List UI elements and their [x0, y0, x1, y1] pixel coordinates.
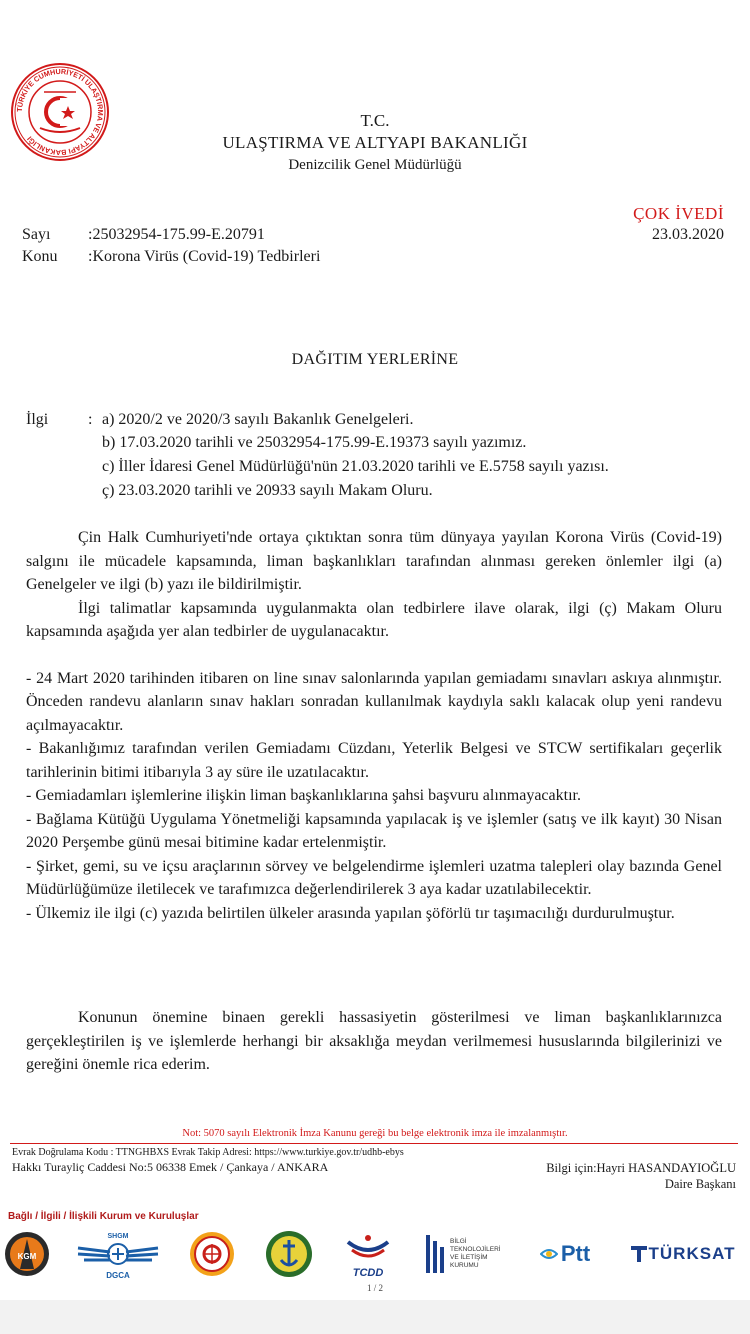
maritime-seal-logo — [188, 1228, 236, 1280]
turksat-text: TÜRKSAT — [648, 1244, 736, 1263]
letterhead — [0, 110, 750, 176]
urgency-label: ÇOK İVEDİ — [633, 204, 724, 223]
reference-colon: : — [88, 411, 93, 428]
contact-info: Bilgi için:Hayri HASANDAYIOĞLU — [546, 1161, 736, 1175]
svg-text:TÜRKİYE CUMHURİYETİ ULAŞTIRMA: TÜRKİYE CUMHURİYETİ ULAŞTIRMA VE ALTYAPI BAKANLIĞI — [14, 66, 106, 158]
ptt-logo — [528, 1228, 602, 1280]
subject-value: :Korona Virüs (Covid-19) Tedbirleri — [88, 248, 321, 265]
reference-item: a) 2020/2 ve 2020/3 sayılı Bakanlık Genelgeleri. — [102, 411, 414, 428]
closing-block — [26, 1006, 722, 1077]
measure-item: - Ülkemiz ile ilgi (c) yazıda belirtilen ülkeler arasında yapılan şöförlü tır taşımacılığı durdurulmuştur. — [26, 904, 675, 922]
btk-line: BİLGİ — [450, 1238, 467, 1245]
measure-item: - Şirket, gemi, su ve içsu araçlarının sörvey ve belgelendirme işlemleri uzatma talepleri olay bazında Genel Müdürlüğümüze iletilecek ve tarafımızca değerlendirilerek 3 aya kadar uzatılabilecektir. — [26, 857, 722, 898]
address-line: Hakkı Turayliç Caddesi No:5 06338 Emek / Çankaya / ANKARA — [12, 1160, 329, 1174]
reference-item: b) 17.03.2020 tarihli ve 25032954-175.99-E.19373 sayılı yazımız. — [102, 434, 527, 451]
reference-label: İlgi — [26, 411, 49, 428]
btk-line: TEKNOLOJİLERİ — [450, 1246, 501, 1253]
signer-title: Daire Başkanı — [664, 1177, 736, 1191]
document-date: 23.03.2020 — [652, 226, 724, 243]
number-label: Sayı — [22, 226, 51, 243]
btk-label — [450, 1238, 501, 1270]
ptt-text: Ptt — [560, 1241, 591, 1266]
shgm-text: SHGM — [107, 1233, 129, 1240]
dgca-text: DGCA — [106, 1271, 130, 1280]
kgm-logo — [4, 1228, 50, 1280]
number-value: :25032954-175.99-E.20791 — [88, 226, 265, 243]
btk-line: VE İLETİŞİM — [450, 1254, 488, 1261]
verification-line: Evrak Doğrulama Kodu : TTNGHBXS Evrak Takip Adresi: https://www.turkiye.gov.tr/udhb-ebys — [12, 1147, 404, 1158]
btk-line: KURUMU — [450, 1262, 479, 1269]
subject-row — [22, 248, 320, 266]
bottom-margin — [0, 1300, 750, 1334]
page-number: 1 / 2 — [366, 1283, 383, 1293]
turksat-logo — [622, 1228, 742, 1280]
btk-logo — [424, 1228, 514, 1280]
intro-paragraph: Çin Halk Cumhuriyeti'nde ortaya çıktıktan sonra tüm dünyaya yayılan Korona Virüs (Covid-19) salgını ile mücadele kapsamında, liman başkanlıkları tarafından alınması gereken önlemler ilgi (a) Genelgeler ve ilgi (b) yazı ile bildirilmiştir. — [26, 529, 722, 593]
related-institutions-heading: Bağlı / İlgili / İlişkili Kurum ve Kuruluşlar — [8, 1211, 199, 1222]
measure-item: - 24 Mart 2020 tarihinden itibaren on line sınav salonlarında yapılan gemiadamı sınavları askıya alınmıştır. Önceden randevu alanların sınav hakları sonradan kullanılmak kaydıyla saklı kalacak olup yeni randevu açılmayacaktır. — [26, 669, 722, 734]
reference-item: c) İller İdaresi Genel Müdürlüğü'nün 21.03.2020 tarihli ve E.5758 sayılı yazısı. — [102, 458, 609, 475]
dgca-logo — [76, 1228, 160, 1280]
measures-intro-paragraph: İlgi talimatlar kapsamında uygulanmakta olan tedbirlere ilave olarak, ilgi (ç) Makam Oluru kapsamında aşağıda yer alan tedbirler de uygulanacaktır. — [26, 599, 722, 640]
header-ministry: ULAŞTIRMA VE ALTYAPI BAKANLIĞI — [222, 133, 528, 152]
signer-block — [546, 1160, 736, 1192]
header-directorate: Denizcilik Genel Müdürlüğü — [288, 157, 462, 173]
measure-item: - Bakanlığımız tarafından verilen Gemiadamı Cüzdanı, Yeterlik Belgesi ve STCW sertifikaları geçerlik tarihlerinin bitimi itibarıyla 3 ay süre ile uzatılacaktır. — [26, 740, 722, 781]
measure-item: - Gemiadamları işlemlerine ilişkin liman başkanlıklarına şahsi başvuru alınmayacaktır. — [26, 787, 581, 804]
footer-divider — [10, 1143, 738, 1144]
tcdd-text: TCDD — [352, 1267, 384, 1279]
number-row — [22, 226, 265, 244]
measure-item: - Bağlama Kütüğü Uygulama Yönetmeliği kapsamında yapılacak iş ve işlemler (satış ve ilk kayıt) 30 Nisan 2020 Perşembe günü mesai bitimine kadar ertelenmiştir. — [26, 810, 722, 851]
distribution-heading: DAĞITIM YERLERİNE — [291, 351, 459, 368]
kgm-text: KGM — [17, 1252, 37, 1261]
e-signature-note: Not: 5070 sayılı Elektronik İmza Kanunu gereği bu belge elektronik imza ile imzalanmıştır. — [182, 1128, 568, 1139]
closing-paragraph: Konunun önemine binaen gerekli hassasiyetin gösterilmesi ve liman başkanlıklarınızca gerçekleştirilen iş ve işlemlerde herhangi bir aksaklığa meydan verilmemesi hususlarında bilgilerinizi ve gereğini önemle rica ederim. — [26, 1009, 722, 1073]
tcdd-logo — [338, 1228, 398, 1280]
reference-item: ç) 23.03.2020 tarihli ve 20933 sayılı Makam Oluru. — [102, 482, 433, 499]
letter-body — [26, 526, 722, 925]
port-authority-logo — [264, 1228, 314, 1280]
spacer — [26, 644, 722, 667]
header-country: T.C. — [360, 111, 390, 130]
subject-label: Konu — [22, 248, 58, 265]
